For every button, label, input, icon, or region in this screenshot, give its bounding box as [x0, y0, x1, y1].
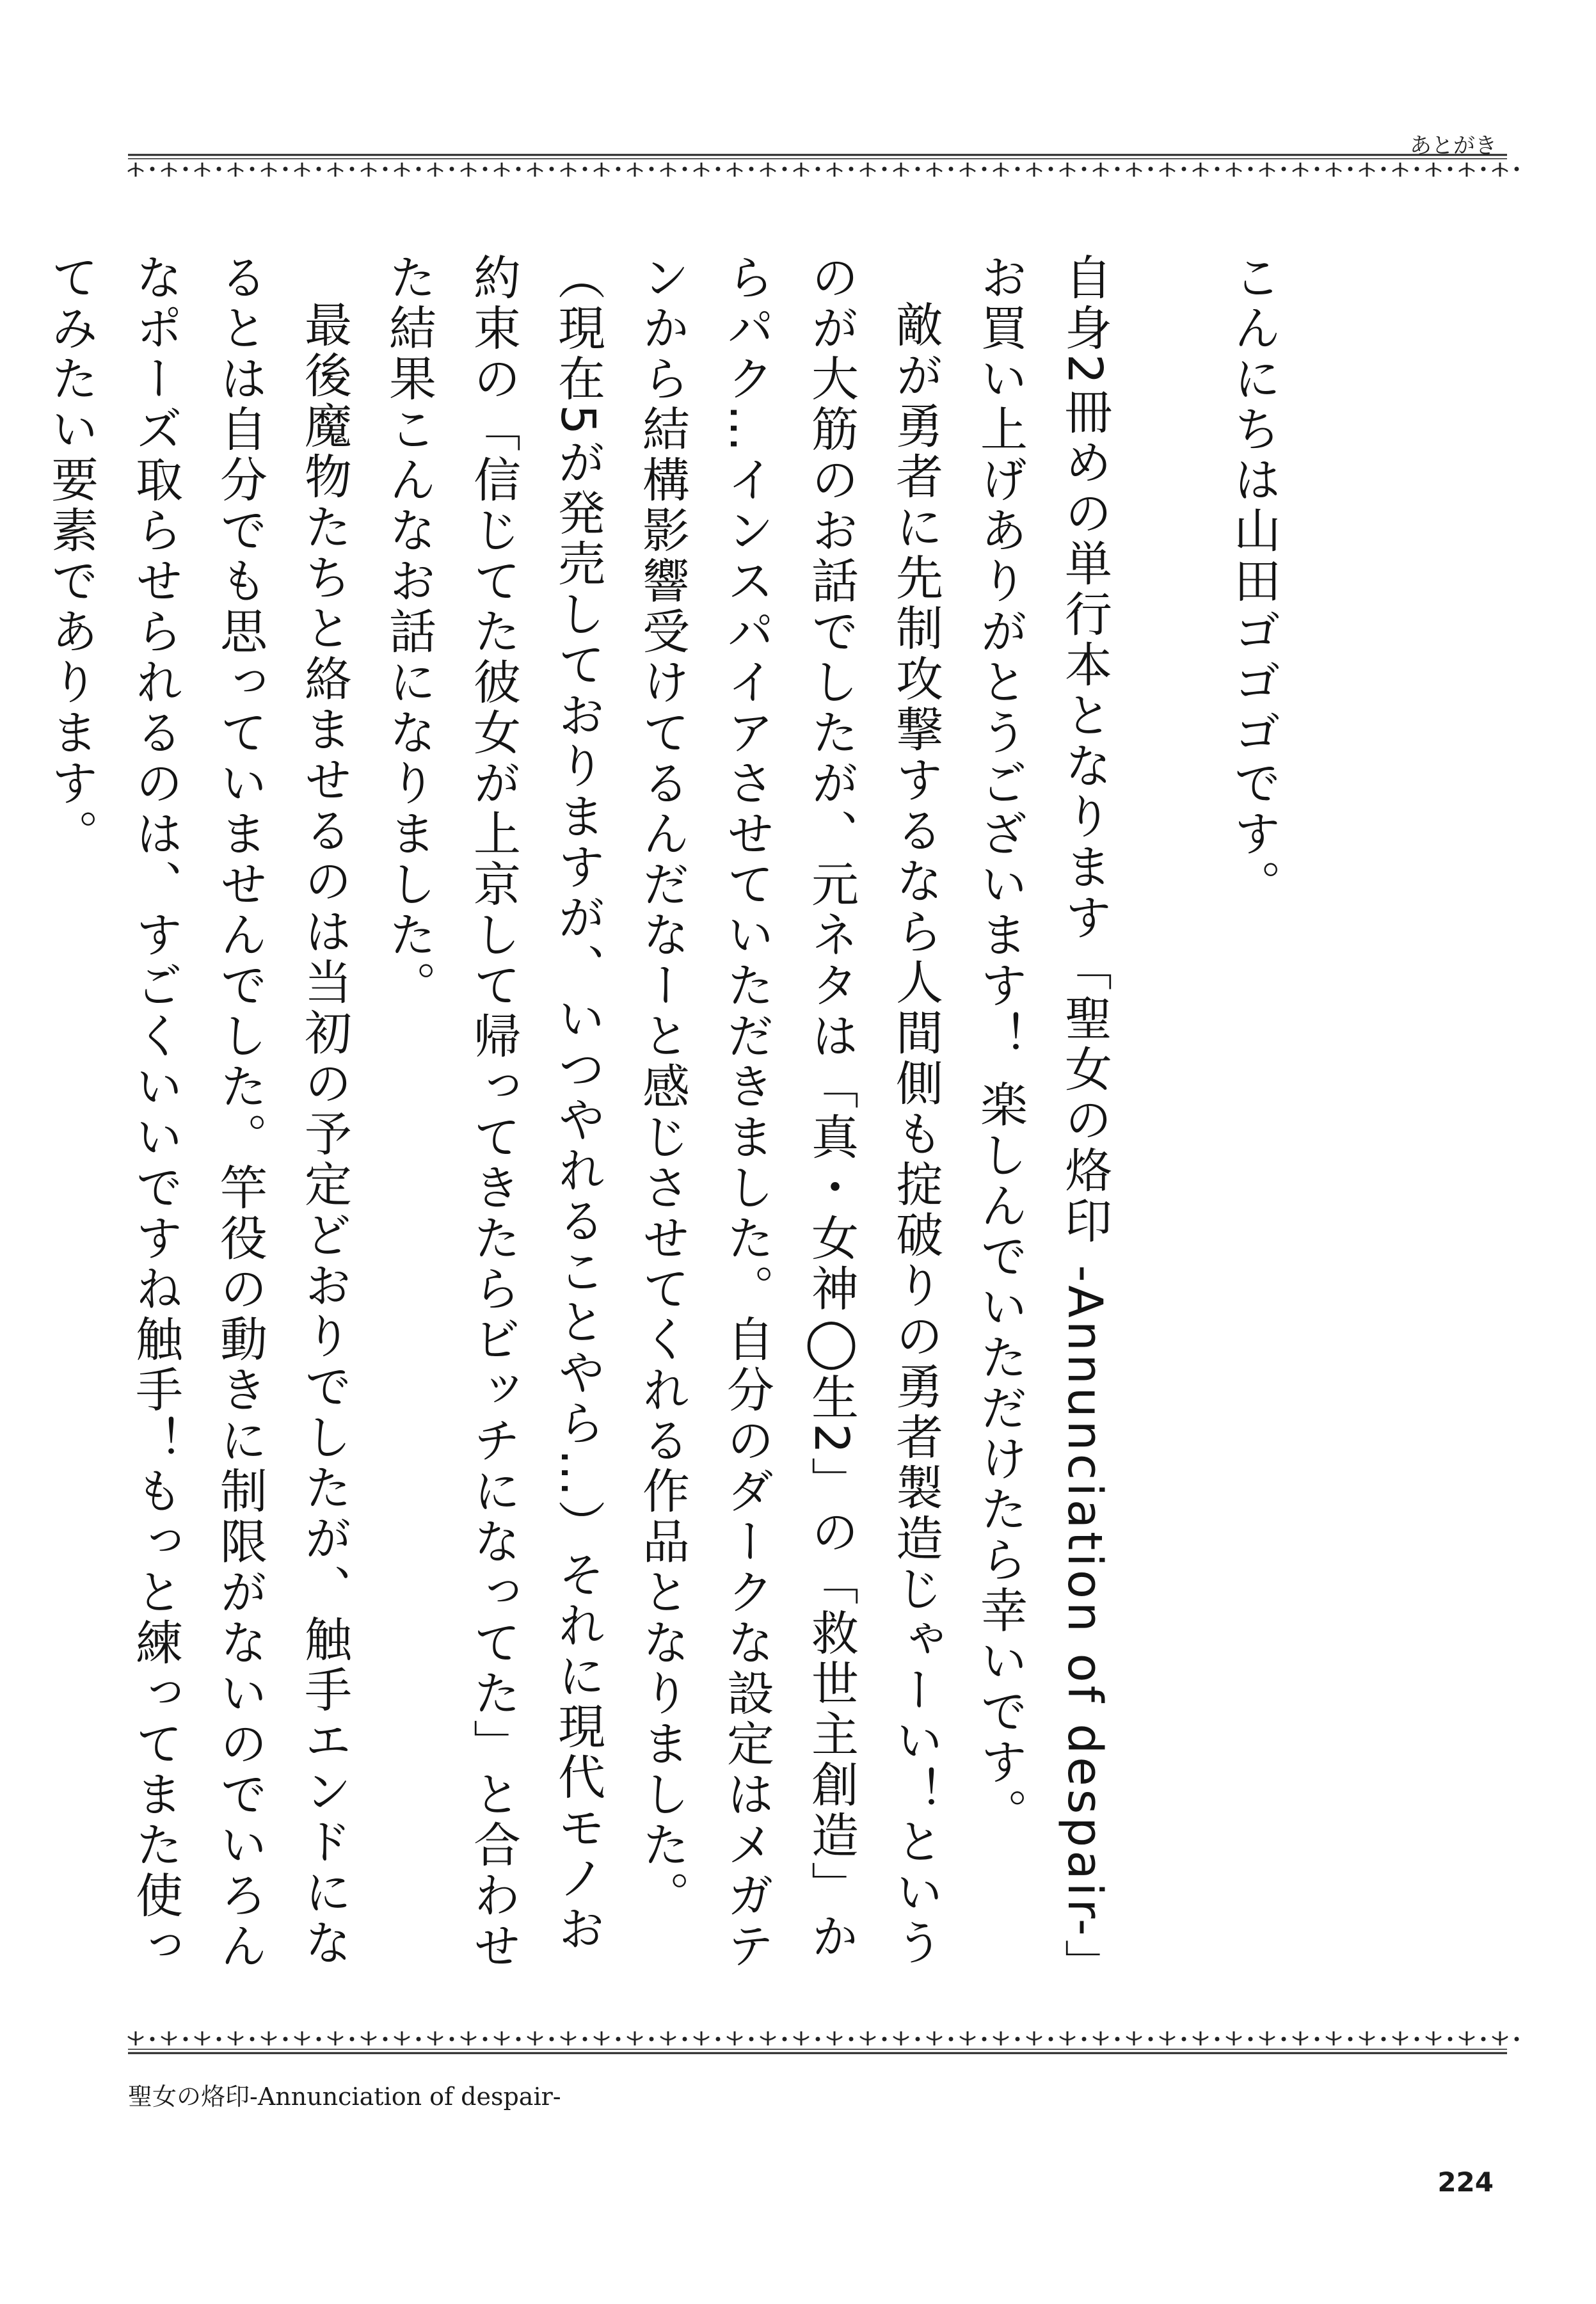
ornament-motif — [627, 163, 653, 177]
ornament-motif — [1459, 163, 1485, 177]
ornament-motif — [1326, 2031, 1352, 2045]
ornament-motif — [927, 2031, 953, 2045]
ornament-motif — [1193, 2031, 1219, 2045]
ornament-motif — [1259, 163, 1286, 177]
ornament-motif — [394, 2031, 420, 2045]
ornament-motif — [361, 2031, 387, 2045]
ornament-motif — [228, 163, 254, 177]
ornament-motif — [1193, 163, 1219, 177]
ornament-motif — [1093, 163, 1119, 177]
ornament-motif — [627, 2031, 653, 2045]
ornament-motif — [1060, 2031, 1086, 2045]
ornament-motif — [1393, 163, 1419, 177]
running-head: あとがき — [1410, 133, 1497, 159]
ornament-motif — [195, 163, 221, 177]
ornament-motif — [727, 163, 753, 177]
ornament-motif — [195, 2031, 221, 2045]
ornament-motif — [1093, 2031, 1119, 2045]
ornament-motif — [660, 163, 687, 177]
ornament-motif — [261, 2031, 287, 2045]
ornament-motif — [461, 163, 487, 177]
ornament-motif — [1126, 2031, 1153, 2045]
paragraph-spacer — [1127, 253, 1211, 1981]
ornament-motif — [893, 163, 920, 177]
ornament-motif — [427, 163, 454, 177]
ornament-motif — [394, 163, 420, 177]
ornament-motif — [1226, 163, 1252, 177]
ornament-motif — [1226, 2031, 1252, 2045]
ornament-motif — [760, 163, 786, 177]
ornament-motif — [827, 163, 853, 177]
ornament-motif — [1026, 163, 1053, 177]
ornament-motif — [760, 2031, 786, 2045]
ornament-motif — [1259, 2031, 1286, 2045]
ornament-motif — [694, 2031, 720, 2045]
ornament-motif — [1060, 163, 1086, 177]
ornament-motif — [1426, 2031, 1452, 2045]
ornament-motif — [494, 2031, 520, 2045]
ornament-motif — [1026, 2031, 1053, 2045]
ornament-motif — [527, 2031, 554, 2045]
ornament-motif — [294, 2031, 321, 2045]
ornament-motif — [694, 163, 720, 177]
ornament-motif — [128, 2031, 154, 2045]
paragraph-greeting: こんにちは山田ゴゴゴです。 — [1226, 253, 1281, 910]
ornament-motif — [1160, 163, 1186, 177]
ornament-motif — [893, 2031, 920, 2045]
ornament-motif — [294, 163, 321, 177]
ornament-motif — [561, 2031, 587, 2045]
paragraph-spacer — [0, 253, 29, 1981]
ornament-motif — [594, 2031, 620, 2045]
ornament-motif — [1426, 163, 1452, 177]
ornament-motif — [161, 163, 188, 177]
ornament-motif — [927, 163, 953, 177]
ornament-motif — [1492, 2031, 1519, 2045]
ornament-motif — [860, 2031, 886, 2045]
ornament-motif — [161, 2031, 188, 2045]
afterword-body — [44, 253, 1296, 1981]
ornament-motif — [827, 2031, 853, 2045]
ornament-motif — [860, 163, 886, 177]
ornament-motif — [1126, 163, 1153, 177]
ornament-motif — [794, 163, 820, 177]
ornament-motif — [1293, 163, 1319, 177]
ornament-motif — [361, 163, 387, 177]
ornament-motif — [1326, 163, 1352, 177]
ornament-motif — [427, 2031, 454, 2045]
ornament-motif — [1359, 163, 1385, 177]
ornament-motif — [328, 163, 354, 177]
ornament-motif — [328, 2031, 354, 2045]
ornament-motif — [128, 163, 154, 177]
ornament-motif — [960, 2031, 986, 2045]
book-title: 聖女の烙印-Annunciation of despair- — [128, 2083, 561, 2111]
ornament-motif — [993, 163, 1019, 177]
ornament-motif — [794, 2031, 820, 2045]
bottom-ornament-border — [128, 2019, 1507, 2056]
ornament-motif — [261, 163, 287, 177]
ornament-motif — [1393, 2031, 1419, 2045]
ornament-motif — [660, 2031, 687, 2045]
ornament-motif — [594, 163, 620, 177]
ornament-motif — [461, 2031, 487, 2045]
ornament-motif — [727, 2031, 753, 2045]
page-number: 224 — [1437, 2166, 1494, 2198]
ornament-motif — [1160, 2031, 1186, 2045]
ornament-motif — [527, 163, 554, 177]
ornament-motif — [1359, 2031, 1385, 2045]
ornament-motif — [1293, 2031, 1319, 2045]
paragraph-tentacle: 最後魔物たちと絡ませるのは当初の予定どおりでしたが、触手エンドになるとは自分でも思っていませんでした。竿役の動きに制限がないのでいろんなポーズ取らせられるのは、すごくいいですね触手！もっと練ってまた使ってみたい要素であります。 — [44, 253, 352, 1972]
ornament-motif — [993, 2031, 1019, 2045]
ornament-motif — [960, 163, 986, 177]
ornament-motif — [228, 2031, 254, 2045]
paragraph-inspiration: 敵が勇者に先制攻撃するなら人間側も掟破りの勇者製造じゃーい！というのが大筋のお話でしたが、元ネタは「真・女神◯生2」の「救世主創造」からパク…インスパイアさせていただきました。自分のダークな設定はメガテンから結構影響受けてるんだなーと感じさせてくれる作品となりました。（現在5が発売しておりますが、いつやれることやら…）それに現代モノお約束の「信じてた彼女が上京して帰ってきたらビッチになってた」と合わせた結果こんなお話になりました。 — [381, 253, 943, 1972]
paragraph-thanks: 自身2冊めの単行本となります「聖女の烙印 -Annunciation of despair-」お買い上げありがとうございます！ 楽しんでいただけたら幸いです。 — [973, 253, 1112, 1966]
ornament-motif — [1492, 163, 1519, 177]
ornament-motif — [1459, 2031, 1485, 2045]
ornament-motif — [494, 163, 520, 177]
ornament-motif — [561, 163, 587, 177]
top-ornament-border — [128, 148, 1507, 193]
